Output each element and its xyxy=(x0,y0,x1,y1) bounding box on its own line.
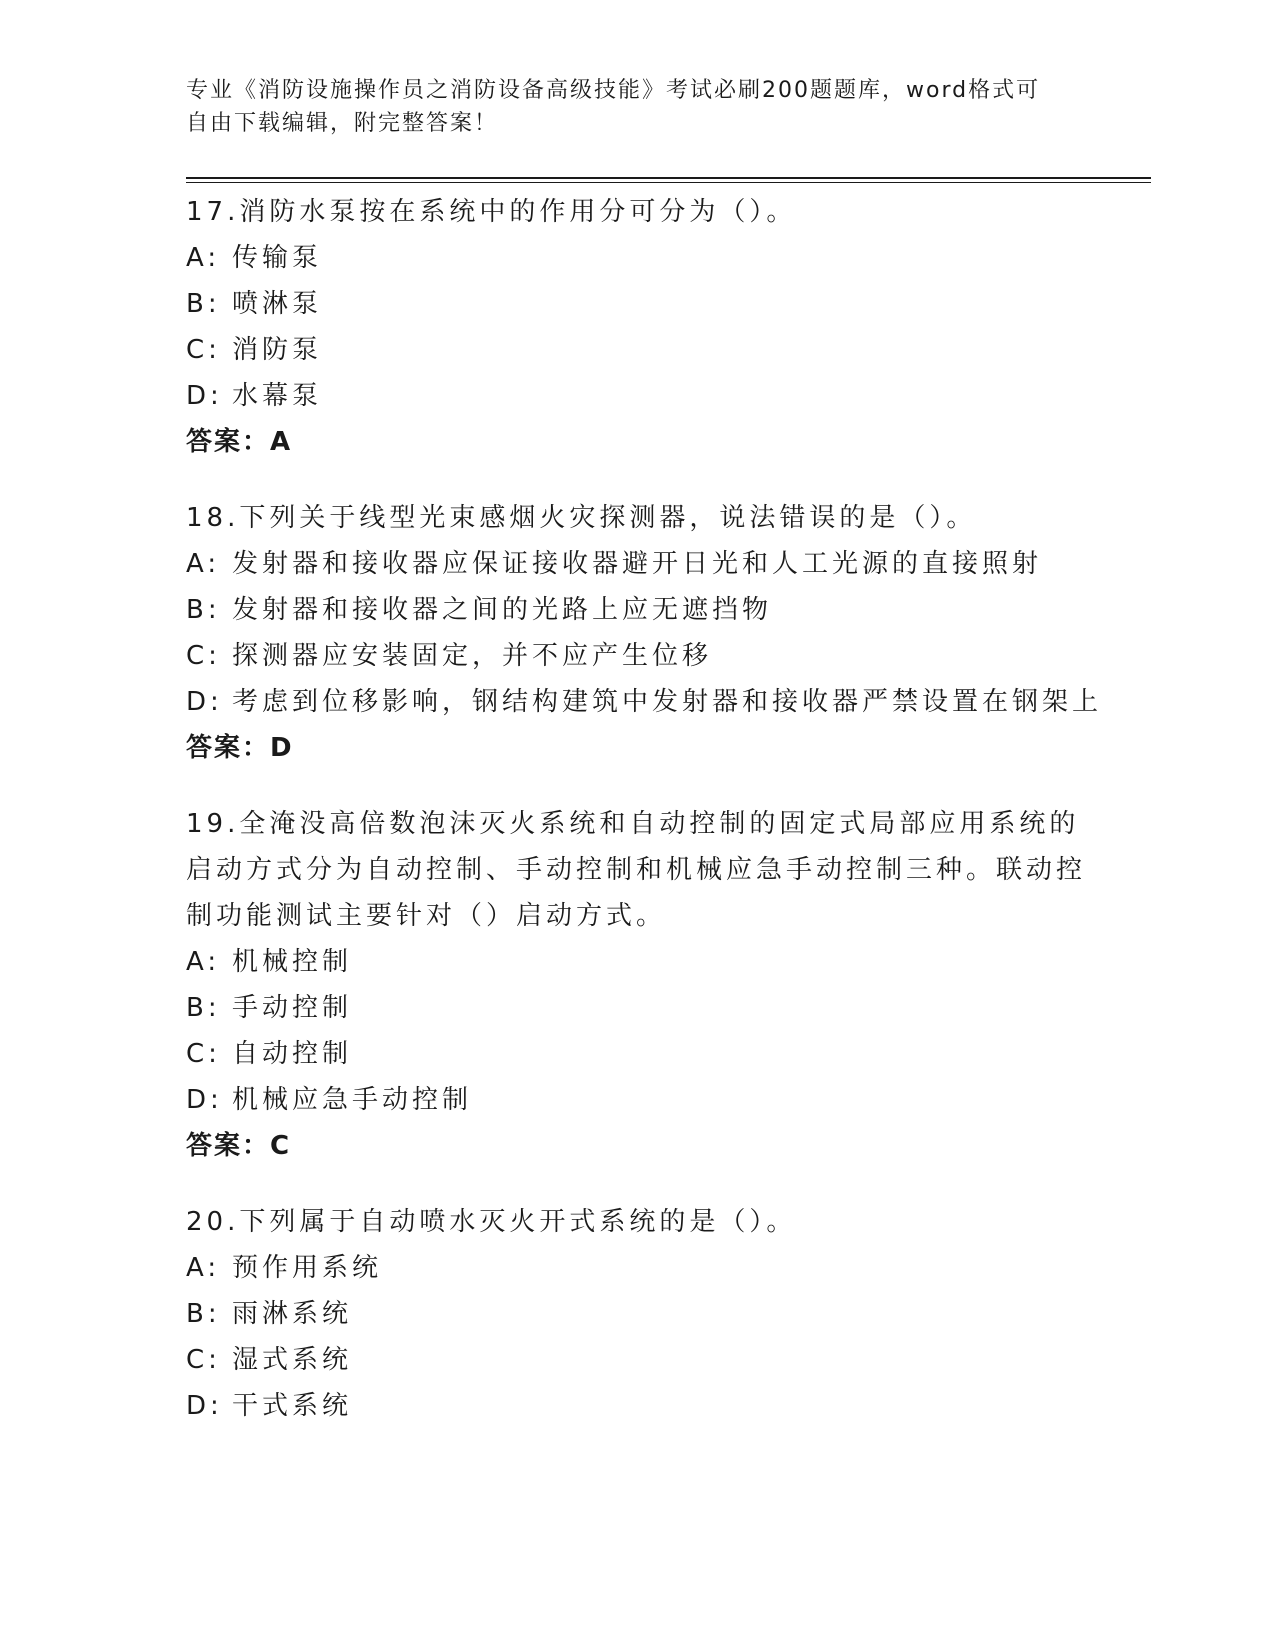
option-text: 发射器和接收器之间的光路上应无遮挡物 xyxy=(232,595,773,625)
option-letter: A: xyxy=(186,1253,221,1283)
question-text: 19.全淹没高倍数泡沫灭火系统和自动控制的固定式局部应用系统的启动方式分为自动控制、手动控制和机械应急手动控制三种。联动控制功能测试主要针对（）启动方式。 xyxy=(186,809,1087,931)
answer-line: 答案：D xyxy=(186,733,294,763)
option-b xyxy=(186,1291,1086,1337)
option-text: 湿式系统 xyxy=(232,1345,353,1375)
option-letter: D: xyxy=(186,1085,223,1115)
option-c xyxy=(186,1337,1086,1383)
option-text: 消防泵 xyxy=(232,335,323,365)
option-letter: A: xyxy=(186,549,221,579)
question-list xyxy=(186,189,1103,1459)
question-text: 20.下列属于自动喷水灭火开式系统的是（）。 xyxy=(186,1207,797,1237)
option-c xyxy=(186,633,1086,679)
option-text: 喷淋泵 xyxy=(232,289,323,319)
option-a xyxy=(186,235,1086,281)
option-text: 考虑到位移影响，钢结构建筑中发射器和接收器严禁设置在钢架上 xyxy=(232,687,1103,717)
question-17 xyxy=(186,189,1086,465)
option-c xyxy=(186,327,1086,373)
option-text: 探测器应安装固定，并不应产生位移 xyxy=(232,641,713,671)
option-letter: C: xyxy=(186,1039,221,1069)
header-divider-thin xyxy=(186,182,1151,183)
header-line-2: 自由下载编辑，附完整答案！ xyxy=(186,111,499,136)
option-letter: B: xyxy=(186,1299,221,1329)
option-b xyxy=(186,587,1086,633)
question-text: 18.下列关于线型光束感烟火灾探测器，说法错误的是（）。 xyxy=(186,503,977,533)
option-d xyxy=(186,1383,1086,1429)
answer-line: 答案：C xyxy=(186,1131,292,1161)
option-letter: A: xyxy=(186,243,221,273)
option-letter: B: xyxy=(186,595,221,625)
option-text: 干式系统 xyxy=(232,1391,353,1421)
question-20 xyxy=(186,1199,1086,1429)
option-text: 自动控制 xyxy=(232,1039,353,1069)
option-text: 机械控制 xyxy=(232,947,353,977)
option-d xyxy=(186,373,1086,419)
header-line-1: 专业《消防设施操作员之消防设备高级技能》考试必刷200题题库，word格式可 xyxy=(186,78,1041,103)
option-text: 预作用系统 xyxy=(232,1253,383,1283)
option-b xyxy=(186,281,1086,327)
option-a xyxy=(186,541,1086,587)
option-letter: B: xyxy=(186,993,221,1023)
question-text: 17.消防水泵按在系统中的作用分可分为（）。 xyxy=(186,197,797,227)
document-header xyxy=(186,74,1066,140)
option-text: 机械应急手动控制 xyxy=(232,1085,473,1115)
option-text: 手动控制 xyxy=(232,993,353,1023)
option-a xyxy=(186,1245,1086,1291)
option-a xyxy=(186,939,1086,985)
question-18 xyxy=(186,495,1103,771)
answer-line: 答案：A xyxy=(186,427,293,457)
option-text: 传输泵 xyxy=(232,243,323,273)
option-letter: B: xyxy=(186,289,221,319)
option-letter: C: xyxy=(186,1345,221,1375)
option-letter: A: xyxy=(186,947,221,977)
option-text: 雨淋系统 xyxy=(232,1299,353,1329)
option-text: 发射器和接收器应保证接收器避开日光和人工光源的直接照射 xyxy=(232,549,1043,579)
option-d xyxy=(186,679,1103,725)
option-b xyxy=(186,985,1086,1031)
option-letter: D: xyxy=(186,687,223,717)
question-19 xyxy=(186,801,1086,1169)
option-letter: C: xyxy=(186,641,221,671)
option-text: 水幕泵 xyxy=(232,381,323,411)
option-letter: D: xyxy=(186,381,223,411)
option-letter: D: xyxy=(186,1391,223,1421)
option-d xyxy=(186,1077,1086,1123)
option-letter: C: xyxy=(186,335,221,365)
option-c xyxy=(186,1031,1086,1077)
header-divider-thick xyxy=(186,177,1151,179)
